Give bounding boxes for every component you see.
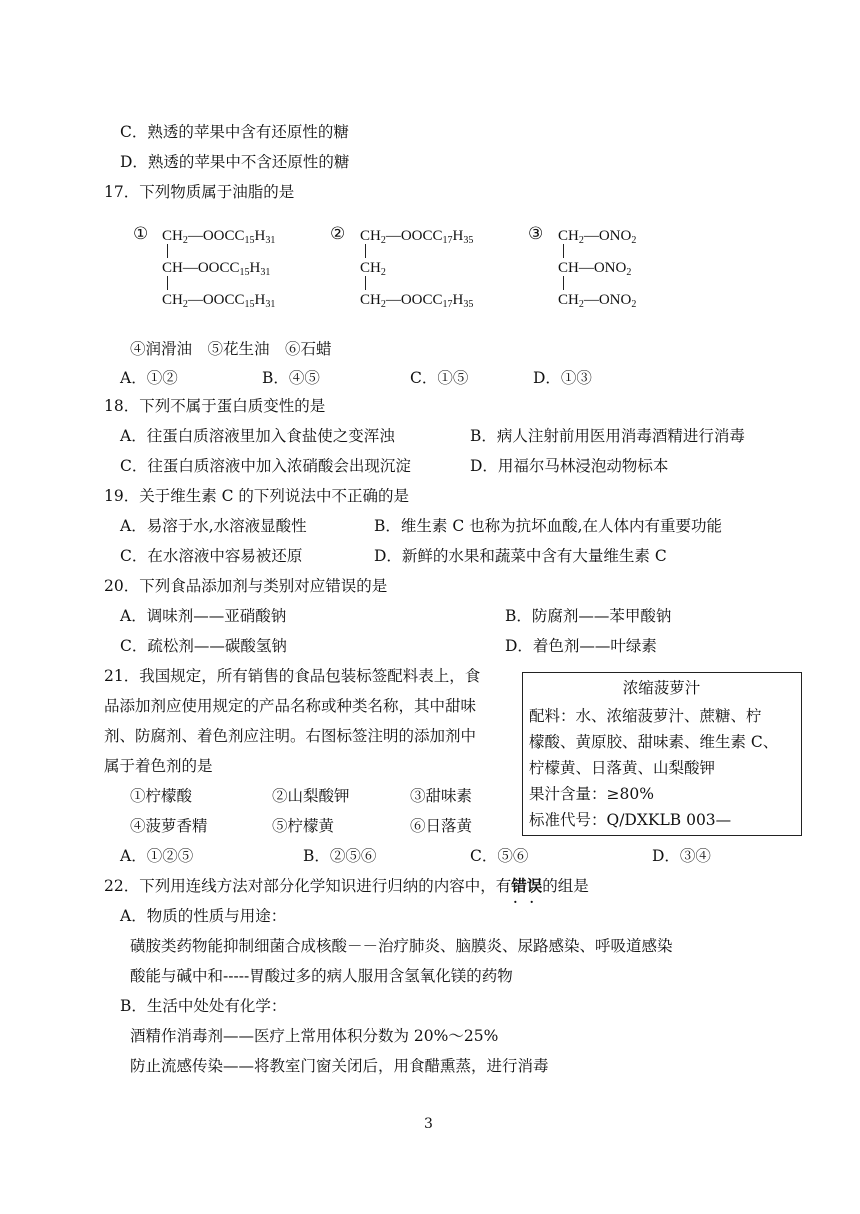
q18-option-b: B．病人注射前用医用消毒酒精进行消毒 xyxy=(470,427,745,445)
q21-line-4: 属于着色剂的是 xyxy=(104,757,213,775)
product-label-box xyxy=(522,672,802,836)
structure-2-row-1: $CH_2—OOCC_{17}H_{35}$ xyxy=(360,228,474,246)
q21-item-6: ⑥日落黄 xyxy=(410,817,473,835)
q18-option-a: A．往蛋白质溶液里加入食盐使之变浑浊 xyxy=(120,427,395,445)
q18-option-d: D．用福尔马林浸泡动物标本 xyxy=(470,457,669,475)
q21-option-a: A．①②⑤ xyxy=(120,847,194,865)
q22-a-line-2: 酸能与碱中和-----胃酸过多的病人服用含氢氧化镁的药物 xyxy=(130,967,513,985)
product-label-title: 浓缩菠萝汁 xyxy=(622,679,701,697)
q21-item-2: ②山梨酸钾 xyxy=(272,787,350,805)
q22-a-line-1: 磺胺类药物能抑制细菌合成核酸－－治疗肺炎、脑膜炎、尿路感染、呼吸道感染 xyxy=(130,937,673,955)
q20-option-c: C．疏松剂——碳酸氢钠 xyxy=(120,637,287,655)
q21-option-d: D．③④ xyxy=(652,847,711,865)
q19-option-a: A．易溶于水,水溶液显酸性 xyxy=(120,517,307,535)
q21-item-4: ④菠萝香精 xyxy=(130,817,208,835)
product-label-line-5: 标准代号：Q/DXKLB 003— xyxy=(529,811,732,829)
q19-option-d: D．新鲜的水果和蔬菜中含有大量维生素 C xyxy=(374,547,667,565)
structure-3-bond-1 xyxy=(563,244,564,258)
product-label-line-2: 檬酸、黄原胶、甜味素、维生素 C、 xyxy=(529,733,779,751)
structure-1-row-1: $CH_2—OOCC_{15}H_{31}$ xyxy=(162,228,276,246)
q19-stem: 19．关于维生素 C 的下列说法中不正确的是 xyxy=(104,487,409,505)
structure-3-label: ③ xyxy=(528,224,544,243)
q18-stem: 18．下列不属于蛋白质变性的是 xyxy=(104,397,326,415)
q16-option-d: D．熟透的苹果中不含还原性的糖 xyxy=(120,153,350,171)
structure-2-bond-2 xyxy=(365,276,366,290)
q20-option-a: A．调味剂——亚硝酸钠 xyxy=(120,607,287,625)
structure-1-row-3: $CH_2—OOCC_{15}H_{31}$ xyxy=(162,292,276,310)
q22-emphasis: 错误 · · xyxy=(511,876,542,895)
q20-option-d: D．着色剂——叶绿素 xyxy=(505,637,657,655)
q17-option-c: C．①⑤ xyxy=(410,369,469,387)
structure-2-bond-1 xyxy=(365,244,366,258)
page-number: 3 xyxy=(424,1116,433,1132)
q18-option-c: C．往蛋白质溶液中加入浓硝酸会出现沉淀 xyxy=(120,457,411,475)
structure-2-label: ② xyxy=(330,224,346,243)
q17-items: ④润滑油 ⑤花生油 ⑥石蜡 xyxy=(130,340,332,358)
q17-option-d: D．①③ xyxy=(533,369,592,387)
q20-stem: 20．下列食品添加剂与类别对应错误的是 xyxy=(104,577,388,595)
structure-3-row-3: $CH_2—ONO_2$ xyxy=(558,292,637,310)
structure-1-bond-2 xyxy=(167,276,168,290)
product-label-line-4: 果汁含量：≥80% xyxy=(529,785,654,803)
q20-option-b: B．防腐剂——苯甲酸钠 xyxy=(505,607,672,625)
q21-item-3: ③甜味素 xyxy=(410,787,473,805)
q21-line-3: 剂、防腐剂、着色剂应注明。右图标签注明的添加剂中 xyxy=(104,727,477,745)
q16-option-c: C．熟透的苹果中含有还原性的糖 xyxy=(120,123,349,141)
q22-b-heading: B．生活中处处有化学： xyxy=(120,997,287,1015)
q17-stem: 17．下列物质属于油脂的是 xyxy=(104,183,295,201)
structure-1-label: ① xyxy=(133,224,149,243)
structure-2-row-2: $CH_2$ xyxy=(360,260,386,278)
q19-option-c: C．在水溶液中容易被还原 xyxy=(120,547,303,565)
structure-3-row-2: $CH—ONO_2$ xyxy=(558,260,632,278)
product-label-line-1: 配料：水、浓缩菠萝汁、蔗糖、柠 xyxy=(529,707,762,725)
structure-3-row-1: $CH_2—ONO_2$ xyxy=(558,228,637,246)
q21-item-5: ⑤柠檬黄 xyxy=(272,817,335,835)
structure-1-bond-1 xyxy=(167,244,168,258)
structure-2-row-3: $CH_2—OOCC_{17}H_{35}$ xyxy=(360,292,474,310)
structure-3-bond-2 xyxy=(563,276,564,290)
q19-option-b: B．维生素 C 也称为抗坏血酸,在人体内有重要功能 xyxy=(374,517,723,535)
q21-line-2: 品添加剂应使用规定的产品名称或种类名称，其中甜味 xyxy=(104,697,477,715)
structure-1-row-2: $CH—OOCC_{15}H_{31}$ xyxy=(162,260,271,278)
q22-stem: 22．下列用连线方法对部分化学知识进行归纳的内容中，有错误 · ·的组是 xyxy=(104,876,589,896)
q22-b-line-1: 酒精作消毒剂——医疗上常用体积分数为 20%～25% xyxy=(130,1027,499,1045)
q21-item-1: ①柠檬酸 xyxy=(130,787,193,805)
q22-b-line-2: 防止流感传染——将教室门窗关闭后，用食醋熏蒸，进行消毒 xyxy=(130,1057,549,1075)
q22-a-heading: A．物质的性质与用途： xyxy=(120,907,287,925)
q21-option-b: B．②⑤⑥ xyxy=(303,847,377,865)
q17-option-b: B．④⑤ xyxy=(262,369,320,387)
q21-line-1: 21．我国规定，所有销售的食品包装标签配料表上，食 xyxy=(104,667,481,685)
q21-option-c: C．⑤⑥ xyxy=(470,847,529,865)
q17-option-a: A．①② xyxy=(120,369,178,387)
product-label-line-3: 柠檬黄、日落黄、山梨酸钾 xyxy=(529,759,716,777)
